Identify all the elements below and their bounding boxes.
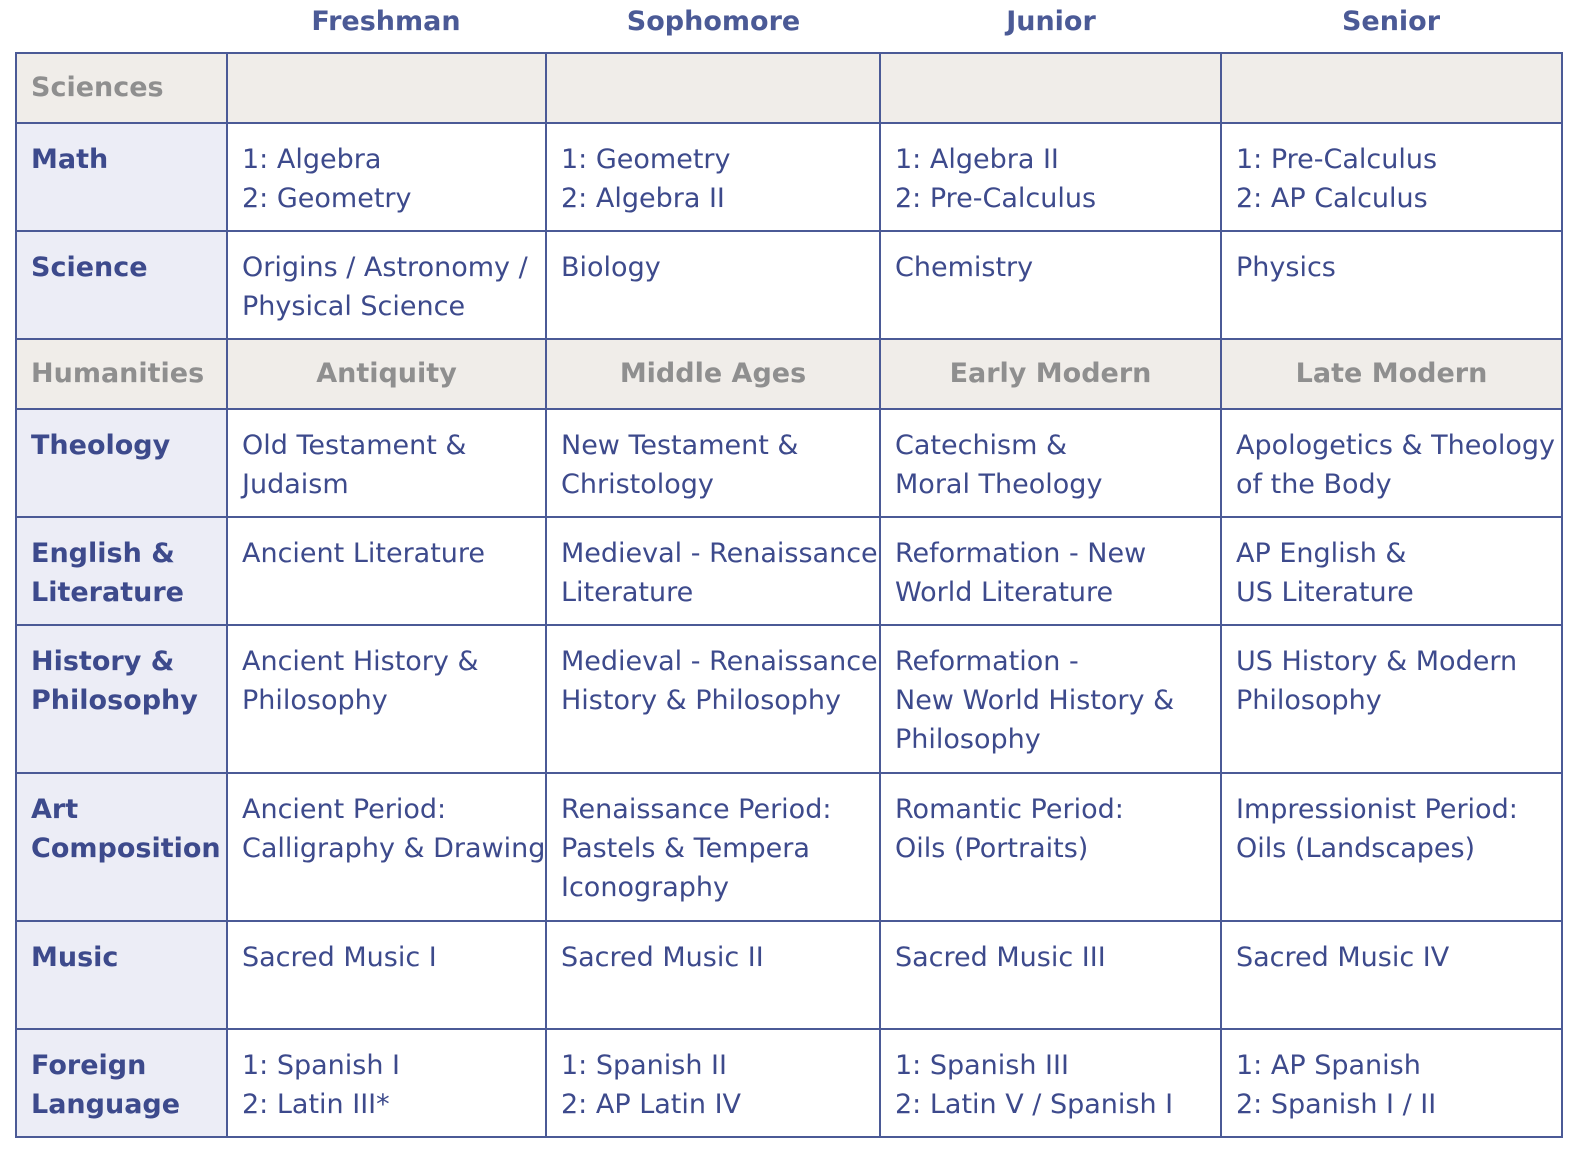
table-row-art: [16, 773, 1562, 921]
year-header-senior: Senior: [1341, 6, 1441, 37]
course-cell: Ancient Literature: [227, 517, 546, 625]
table-row-english: [16, 517, 1562, 625]
table-row-language: [16, 1029, 1562, 1137]
row-label-art: Art Composition: [16, 773, 227, 921]
table-row-science: [16, 231, 1562, 339]
section-era-middle-ages: Middle Ages: [546, 339, 880, 409]
course-cell: Medieval - Renaissance History & Philosophy: [546, 625, 880, 773]
course-cell: 1: Pre-Calculus 2: AP Calculus: [1221, 123, 1562, 231]
row-label-theology: Theology: [16, 409, 227, 517]
section-era-cell: [546, 53, 880, 123]
course-cell: Medieval - Renaissance Literature: [546, 517, 880, 625]
course-cell: Sacred Music III: [880, 921, 1221, 1029]
row-label-english: English & Literature: [16, 517, 227, 625]
year-header-row: [16, 0, 1576, 52]
table-row-history: [16, 625, 1562, 773]
course-cell: Romantic Period: Oils (Portraits): [880, 773, 1221, 921]
year-header-freshman: Freshman: [311, 6, 461, 37]
course-cell: Origins / Astronomy / Physical Science: [227, 231, 546, 339]
section-era-late-modern: Late Modern: [1221, 339, 1562, 409]
course-cell: 1: Spanish I 2: Latin III*: [227, 1029, 546, 1137]
section-era-early-modern: Early Modern: [880, 339, 1221, 409]
course-cell: 1: AP Spanish 2: Spanish I / II: [1221, 1029, 1562, 1137]
course-cell: Biology: [546, 231, 880, 339]
curriculum-table: [15, 52, 1563, 1138]
section-row-humanities: [16, 339, 1562, 409]
row-label-science: Science: [16, 231, 227, 339]
course-cell: AP English & US Literature: [1221, 517, 1562, 625]
course-cell: Ancient History & Philosophy: [227, 625, 546, 773]
table-row-math: [16, 123, 1562, 231]
course-cell: Sacred Music I: [227, 921, 546, 1029]
section-label-humanities: Humanities: [16, 339, 227, 409]
course-cell: Old Testament & Judaism: [227, 409, 546, 517]
row-label-music: Music: [16, 921, 227, 1029]
year-header-sophomore: Sophomore: [626, 6, 801, 37]
year-header-junior: Junior: [1006, 6, 1096, 37]
course-cell: Physics: [1221, 231, 1562, 339]
course-cell: Ancient Period: Calligraphy & Drawing: [227, 773, 546, 921]
section-era-cell: [1221, 53, 1562, 123]
course-cell: 1: Algebra II 2: Pre-Calculus: [880, 123, 1221, 231]
course-cell: Reformation - New World Literature: [880, 517, 1221, 625]
row-label-language: Foreign Language: [16, 1029, 227, 1137]
course-cell: Renaissance Period: Pastels & Tempera Iconography: [546, 773, 880, 921]
course-cell: Impressionist Period: Oils (Landscapes): [1221, 773, 1562, 921]
section-label-sciences: Sciences: [16, 53, 227, 123]
section-era-cell: [227, 53, 546, 123]
table-row-music: [16, 921, 1562, 1029]
course-cell: Chemistry: [880, 231, 1221, 339]
course-cell: 1: Spanish III 2: Latin V / Spanish I: [880, 1029, 1221, 1137]
course-cell: Apologetics & Theology of the Body: [1221, 409, 1562, 517]
course-cell: US History & Modern Philosophy: [1221, 625, 1562, 773]
course-cell: 1: Geometry 2: Algebra II: [546, 123, 880, 231]
course-cell: Sacred Music II: [546, 921, 880, 1029]
course-cell: New Testament & Christology: [546, 409, 880, 517]
course-cell: Sacred Music IV: [1221, 921, 1562, 1029]
row-label-math: Math: [16, 123, 227, 231]
row-label-history: History & Philosophy: [16, 625, 227, 773]
course-cell: Catechism & Moral Theology: [880, 409, 1221, 517]
course-cell: Reformation - New World History & Philosophy: [880, 625, 1221, 773]
section-era-antiquity: Antiquity: [227, 339, 546, 409]
section-row-sciences: [16, 53, 1562, 123]
course-cell: 1: Spanish II 2: AP Latin IV: [546, 1029, 880, 1137]
table-row-theology: [16, 409, 1562, 517]
section-era-cell: [880, 53, 1221, 123]
course-cell: 1: Algebra 2: Geometry: [227, 123, 546, 231]
